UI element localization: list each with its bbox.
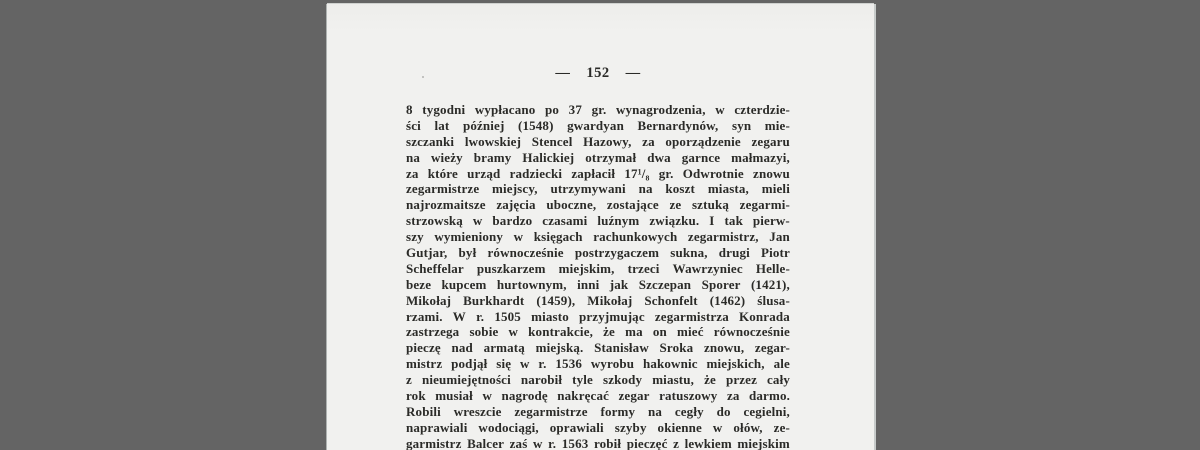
text-line: garmistrz Balcer zaś w r. 1563 robił pieczęć z lewkiem miejskim bbox=[406, 435, 790, 450]
page-number bbox=[406, 62, 790, 84]
text-line: za które urząd radziecki zapłacił 17¹/₈ gr. Odwrotnie znowu bbox=[406, 165, 790, 181]
page-body-text bbox=[406, 102, 790, 450]
text-line: Gutjar, był równocześnie postrzygaczem sukna, drugi Piotr bbox=[406, 245, 790, 261]
text-line: na wieży bramy Halickiej otrzymał dwa garnce małmazyi, bbox=[406, 149, 790, 165]
text-line: z nieumiejętności narobił tyle szkody miastu, że przez cały bbox=[406, 372, 790, 388]
text-line: szy wymieniony w księgach rachunkowych zegarmistrz, Jan bbox=[406, 229, 790, 245]
text-line: rok musiał w nagrodę nakręcać zegar ratuszowy za darmo. bbox=[406, 388, 790, 404]
text-line: rzami. W r. 1505 miasto przyjmując zegarmistrza Konrada bbox=[406, 308, 790, 324]
text-line: zegarmistrze miejscy, utrzymywani na koszt miasta, mieli bbox=[406, 181, 790, 197]
text-line: szczanki lwowskiej Stencel Hazowy, za oporządzenie zegaru bbox=[406, 133, 790, 149]
book-page bbox=[327, 4, 874, 450]
text-line: naprawiali wodociągi, oprawiali szyby okienne w ołów, ze- bbox=[406, 419, 790, 435]
text-line: mistrz podjął się w r. 1536 wyrobu hakownic miejskich, ale bbox=[406, 356, 790, 372]
text-line: Robili wreszcie zegarmistrze formy na cegły do cegielni, bbox=[406, 403, 790, 419]
text-line: Mikołaj Burkhardt (1459), Mikołaj Schonfelt (1462) ślusa- bbox=[406, 292, 790, 308]
text-line: zastrzega sobie w kontrakcie, że ma on mieć równocześnie bbox=[406, 324, 790, 340]
text-line: pieczę nad armatą miejską. Stanisław Sroka znowu, zegar- bbox=[406, 340, 790, 356]
page-number-dash-left: — bbox=[555, 64, 571, 81]
text-line: strzowską w bardzo czasami luźnym związku. I tak pierw- bbox=[406, 213, 790, 229]
text-line: najrozmaitsze zajęcia uboczne, zostające ze sztuką zegarmi- bbox=[406, 197, 790, 213]
page-number-value: 152 bbox=[586, 64, 610, 81]
text-line: 8 tygodni wypłacano po 37 gr. wynagrodzenia, w czterdzie- bbox=[406, 102, 790, 117]
page-number-dash-right: — bbox=[625, 64, 641, 81]
text-line: beze kupcem hurtownym, inni jak Szczepan Sporer (1421), bbox=[406, 276, 790, 292]
text-line: ści lat później (1548) gwardyan Bernardynów, syn mie- bbox=[406, 117, 790, 133]
text-line: Scheffelar puszkarzem miejskim, trzeci Wawrzyniec Helle- bbox=[406, 260, 790, 276]
